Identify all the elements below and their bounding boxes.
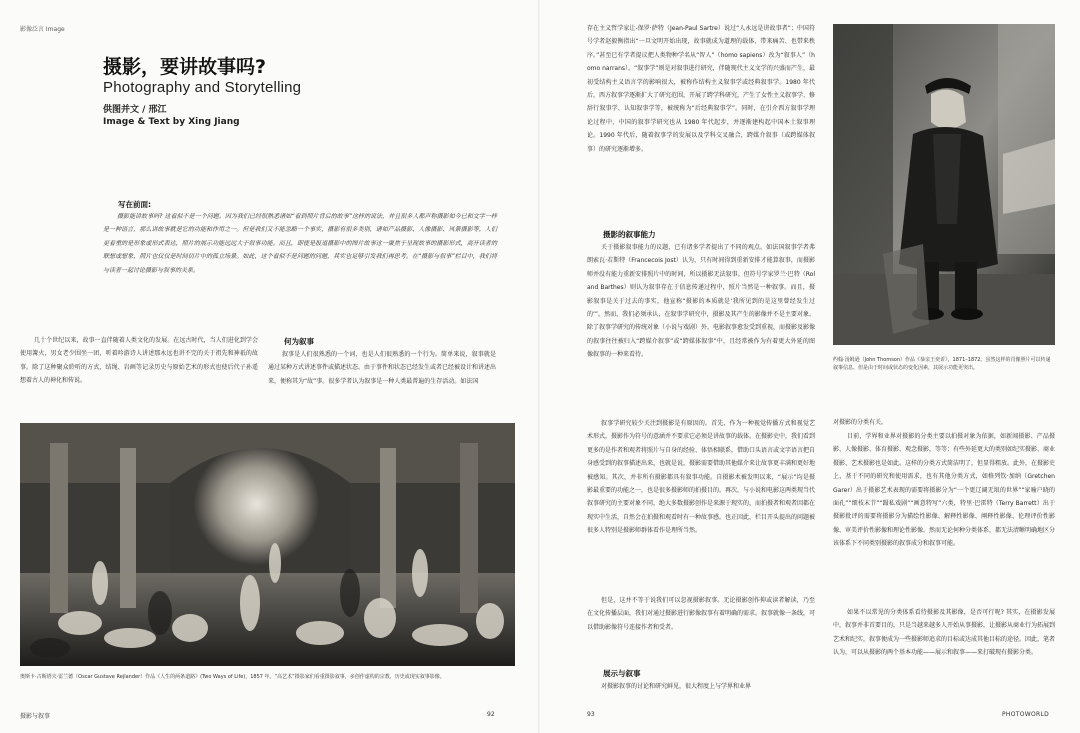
section-heading-narrative-ability: 摄影的叙事能力 xyxy=(603,230,656,239)
intro-text: 摄影能讲故事吗? 这看似不是一个问题。因为我们已经很熟悉诸如“看到照片背后的故事”这样的说法，并且很多人都声称摄影如今已和文字一样是一种语言，那么讲故事就是它的功能和作用之一。但是我们又不能忽略一个事实，摄影有很多类别，诸如产品摄影、人像摄影、风景摄影等，人们更看重的是形象或形式表达，照片的展示功能远远大于叙事功能。而且，即使是报道摄影中的图片故事这一聚焦于呈现故事的摄影形式，离开读者的联想或想象，照片也仅仅是时间切片中的孤立场景。如此，这个看似不是问题的问题，其实也足够引发我们再思考。在“摄影与叙事”栏目中，我们将与读者一起讨论摄影与叙事的关系。 xyxy=(103,213,497,274)
article-title-cn: 摄影，要讲故事吗? xyxy=(103,56,267,78)
prince-gong-portrait-photo xyxy=(833,24,1055,345)
column-2-text: 叙事是人们很熟悉的一个词，也是人们很熟悉的一个行为。简单来说，叙事就是通过某种方式讲述事件或描述状态。由于事件和状态已经发生或者已经被设计和讲述出来，便称其为“故”事。很多学者认为叙事是一种人类最普遍的生存活动。如法国 xyxy=(268,351,497,385)
column-b-text: 对摄影的分类有关。 xyxy=(833,419,888,426)
intro-heading: 写在前面: xyxy=(118,200,151,209)
page-number-right: 93 xyxy=(587,711,595,718)
two-ways-of-life-photo xyxy=(20,423,515,666)
column-a-bottom-text: 叙事学研究较少关注到摄影是有原因的。首先，作为一种视觉传播方式和视觉艺术形式，摄影作为符号的意涵并不要求它必须是讲故事的载体。在摄影史中，我们看到更多的是作者和观者将照片与自身的经验、体悟相联系，借助口头语言或文字语言把自身感受到的叙事描述出来，也就是说，摄影需要借助其他媒介来让故事更丰满和更好地被感知。其次，并非所有摄影都具有叙事功能。自摄影术被发明以来，“展示”均是摄影最重要的功能之一，也是很多摄影师的拍摄目的。再次，与小说和电影这两类现当代叙事研究的主要对象不同，绝大多数摄影创作是来源于现实的，而拍摄者和观者因都在现实中生活，自然会在拍摄和观看时有一种故事感。也正因此，栏目开头提出的问题被很多人特别是摄影师群体看作是理所当然。 xyxy=(587,420,816,535)
running-header: 影像泛言 Image xyxy=(20,26,65,33)
byline-en: Image & Text by Xing Jiang xyxy=(103,117,240,127)
page-number-left: 92 xyxy=(487,711,495,718)
photo-caption-rejlander: 奥斯卡·古斯塔夫·雷兰德（Oscar Gustave Rejlander）作品《人生的两条道路》(Two Ways of Life)，1857 年。“高艺术”摄影家们看重摄影叙事，多创作虚构的宗教、历史或现实叙事影像。 xyxy=(20,674,445,680)
column-1-text: 几十个世纪以来，故事一直伴随着人类文化的发展。在远古时代，当人们进化到学会使用篝火，男女老少围坐一团，听着吟游诗人讲述那永远也讲不完的关于祖先和神祇的故事。除了这种聚众聆听的方式，结绳、岩画等记录历史与原始艺术的形式也使后代子孙遥想着古人的神化和传说。 xyxy=(20,337,258,385)
section-heading-display-and-narrative: 展示与叙事 xyxy=(603,669,641,678)
column-b-text-2: 目前，学界和业界对摄影的分类主要以拍摄对象为依据，如新闻摄影、产品摄影、人像摄影、体育摄影、观念摄影，等等；有些外延更大的类别如纪实摄影、商业摄影、艺术摄影也是如此。这样的分类方式简洁明了，但显得粗放。此外，在摄影史上，基于不同的研究和使用需求，也有其他分类方式，如格列钦·加纳（Gretchen Garer）出于摄影艺术表现的需要将摄影分为“一个更辽阔无垠的世界”“家喻户晓的面孔”“细枝末节”“蹑私戏剧”“画意特写”六类，特里·巴雷特（Terry Barrett）出于摄影批评的需要将摄影分为描绘性影像、解释性影像、阐释性影像、伦理评价性影像、审美评价性影像和理论性影像。然而无论何种分类体系，都无法清晰明确地区分该体系下不同类别摄影的叙事成分和叙事可能。 xyxy=(833,433,1056,548)
two-ways-of-life-image xyxy=(20,423,515,666)
footer-magazine-name: PHOTOWORLD xyxy=(1002,711,1050,718)
right-page xyxy=(540,0,1080,733)
column-a-bottom-text-2: 但是，这并不等于说我们可以忽视摄影叙事。无论摄影创作抑或读者解读，乃至在文化传播层面，我们对通过摄影进行影像叙事有着明确的需求。叙事就像一条线，可以借助影像符号连接作者和受者。 xyxy=(587,597,816,631)
prince-gong-portrait-image xyxy=(833,24,1055,345)
column-b-text-3: 如果不以常见的分类体系看待摄影及其影像，是否可行呢? 其实，在摄影发展中，叙事并非首要目的，只是当越来越多人开始从事摄影，让摄影从商业行为拓展到艺术和纪实，叙事便成为一些摄影师追求的目标或达成其他目标的途径。因此，笔者认为，可以从摄影的两个基本功能——展示和叙事——来打破现有摄影分类。 xyxy=(833,609,1056,657)
section-1-text: 关于摄影叙事能力的议题，已有诸多学者提出了不同的观点。如法国叙事学者弗朗索瓦·若斯特（Francecois Jost）认为，只有时间得到重新安排才能算叙事，而摄影师并没有能力重新安排照片中的时间，所以摄影无法叙事。但符号学家罗兰·巴特（Roland Barthes）则认为叙事存在于信息传递过程中，照片当然是一种叙事。而且，摄影叙事是关于过去的事实，他宣称“摄影的本质就是‘我所见到的是这里曾经发生过的’”。然而，我们必须承认，在叙事学研究中，摄影及其产生的影像并不是主要对象。除了叙事学研究的传统对象（小说与戏剧）外，电影叙事愈发受到重视，而摄影及影像的叙事往往被归入“跨媒介叙事”或“跨媒体叙事”中，且经常被作为有着更大外延的图像叙事的一种来看待。 xyxy=(587,244,816,359)
footer-section-name: 摄影与叙事 xyxy=(20,713,51,720)
byline-cn: 供图并文 / 邢江 xyxy=(103,105,167,115)
photo-caption-thomson: 约翰·汤姆逊（John Thomson）作品《恭亲王奕䜣》，1871–1872。虽然这样的肖像照片可以传递叙事信息，但是由于时间或状态的变化因素，其展示功能更突出。 xyxy=(833,357,1051,371)
article-title-en: Photography and Storytelling xyxy=(103,79,302,96)
section-2-text: 对摄影叙事的讨论和研究鲜见，很大程度上与学界和业界 xyxy=(601,683,752,690)
section-heading-what-is-narrative: 何为叙事 xyxy=(284,337,314,346)
column-a-top-text: 存在主义哲学家让-保罗·萨特（Jean-Paul Sartre）说过“人永远是讲故事者”；中国符号学者赵毅衡指出“一旦文明开始出现，故事就成为道理的载体、带来痛苦、也带来秩序。”甚至已有学者提议把人类物种学名从“智人”（homo sapiens）改为“叙事人”（homo narrans）。“叙事学”则是对叙事进行研究，伴随现代主义文学的兴盛而产生，最初受结构主义语言学的影响很大，被称作结构主义叙事学或经典叙事学。1980 年代后，西方叙事学逐渐扩大了研究范围，开展了跨学科研究，产生了女性主义叙事学、修辞行叙事学、认知叙事学等，被统称为“后经典叙事学”。同时，在引介西方叙事学理论过程中，中国的叙事学研究也从 1980 年代起步，并逐渐建构起中国本土叙事理论。1990 年代后，随着叙事学的发展以及学科交叉融合，跨媒介叙事（或跨媒体叙事）的研究逐渐增多。 xyxy=(587,25,816,153)
